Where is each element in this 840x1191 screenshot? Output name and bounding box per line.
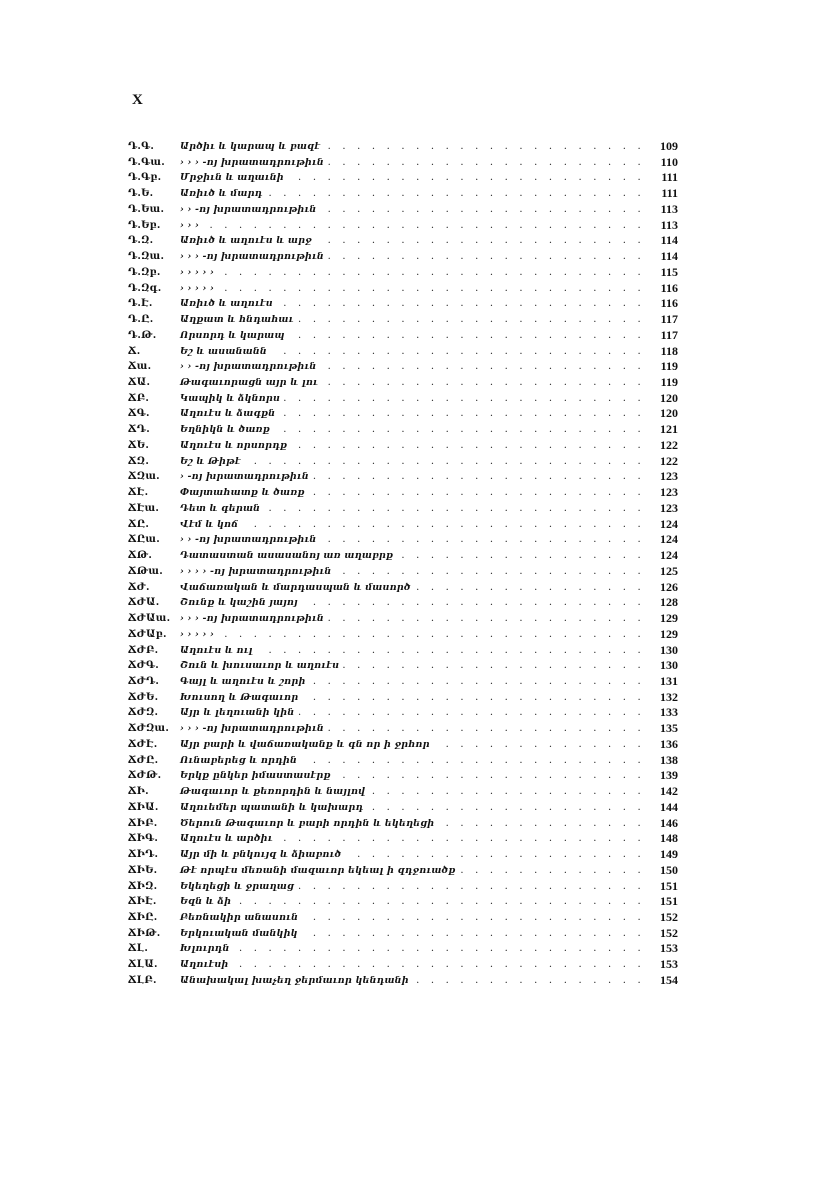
dot-leader [180, 281, 644, 297]
entry-page-number: 116 [658, 296, 678, 312]
toc-entry [128, 831, 678, 847]
entry-number: Ճա. [128, 361, 152, 373]
toc-entry [128, 611, 678, 627]
entry-title: Աղուեմեր պատանի և կախարդ [180, 800, 367, 816]
entry-page-number: 152 [657, 910, 678, 926]
entry-title: Այր մի և բնկույզ և ձիաբուծ [180, 847, 345, 863]
entry-number: ՃԺԱբ. [128, 628, 167, 640]
toc-entry [128, 926, 678, 942]
entry-page-number: 117 [658, 328, 678, 344]
entry-page-number: 115 [658, 265, 678, 281]
entry-title: Մրջիւն և աղաւնի [180, 170, 288, 186]
entry-page-number: 123 [657, 501, 678, 517]
entry-number: ՃԻԸ. [128, 911, 158, 923]
entry-title: › › -ոյ խրատադրութիւն [180, 202, 320, 218]
entry-title: Դետ և գերան [180, 501, 264, 517]
entry-number: Դ.Եբ. [128, 219, 161, 231]
entry-number: ՃԷ. [128, 487, 149, 499]
entry-number: ՃԻԱ. [128, 801, 159, 813]
entry-title: › › › › -ոյ խրատադրութիւն [180, 564, 335, 580]
toc-entry [128, 957, 678, 973]
entry-number: ՃԺ. [128, 581, 150, 593]
entry-title: Երկուական մանկիկ [180, 926, 302, 942]
entry-number: ՃԻԲ. [128, 817, 158, 829]
toc-entry [128, 517, 678, 533]
entry-page-number: 114 [658, 233, 678, 249]
entry-page-number: 120 [657, 391, 678, 407]
toc-entry [128, 469, 678, 485]
entry-title: Կապիկ և ձկնորս [180, 391, 284, 407]
entry-number: Դ.Զա. [128, 251, 165, 263]
toc-entry [128, 249, 678, 265]
entry-number: ՃԱ. [128, 377, 151, 389]
toc-entry [128, 800, 678, 816]
entry-title: Աղքատ և հնդահաւ [180, 312, 298, 328]
entry-number: Դ.Թ. [128, 329, 157, 341]
entry-title: Գայլ և աղուէս և շորի [180, 674, 310, 690]
toc-entry [128, 312, 678, 328]
entry-title: Ծերուն Թագաւոր և բարի որդին և եկեղեցի [180, 816, 438, 832]
toc-entry [128, 863, 678, 879]
entry-title: Վէմ և կոճ [180, 517, 242, 533]
entry-title: › › › -ոյ խրատադրութիւն [180, 721, 328, 737]
entry-page-number: 131 [657, 674, 678, 690]
entry-page-number: 119 [658, 359, 678, 375]
toc-entry [128, 233, 678, 249]
entry-number: Դ.Գ. [128, 141, 155, 152]
entry-page-number: 133 [657, 705, 678, 721]
toc-entry [128, 894, 678, 910]
entry-page-number: 113 [658, 202, 678, 218]
dot-leader [180, 957, 644, 973]
entry-title: Աղուէս և արծիւ [180, 831, 277, 847]
entry-page-number: 110 [658, 155, 678, 171]
entry-page-number: 149 [657, 847, 678, 863]
toc-entry [128, 281, 678, 297]
toc-entry [128, 627, 678, 643]
entry-title: Եղնիկն և ծառք [180, 422, 274, 438]
entry-title: › › › › › [180, 627, 218, 643]
toc-entry [128, 155, 678, 171]
entry-number: ՃԻԴ. [128, 849, 159, 861]
entry-title: Անախակալ խաչեղ ջերմաւոր կենդանի [180, 973, 413, 989]
entry-title: Թէ որպէս մեռանի մազաւոր եկեալ ի զդջուածք [180, 863, 460, 879]
entry-page-number: 113 [658, 218, 678, 234]
entry-title: Երկք ընկեր իմաստասէրք [180, 768, 335, 784]
entry-number: ՃԺԴ. [128, 675, 160, 687]
toc-entry [128, 768, 678, 784]
entry-page-number: 117 [658, 312, 678, 328]
dot-leader [180, 218, 644, 234]
entry-number: Դ.Ե. [128, 188, 154, 200]
entry-number: ՃԻԷ. [128, 896, 157, 908]
entry-page-number: 148 [657, 831, 678, 847]
entry-title: Այր բարի և վաճառականք և գն որ ի ջրհոր [180, 737, 434, 753]
entry-title: Ունաբերեց և որդին [180, 753, 301, 769]
entry-number: ՃԹա. [128, 565, 163, 577]
entry-number: ՃԺԷ. [128, 738, 158, 750]
entry-number: ՃԺԶ. [128, 707, 159, 719]
dot-leader [180, 894, 644, 910]
entry-number: ՃԻԵ. [128, 864, 158, 876]
toc-entry [128, 580, 678, 596]
entry-title: Աղուէս և ուլ [180, 643, 257, 659]
entry-number: ՃԺԸ. [128, 754, 159, 766]
entry-title: Առիւծ և աղուէս և արջ [180, 233, 316, 249]
entry-page-number: 122 [657, 438, 678, 454]
entry-page-number: 146 [657, 816, 678, 832]
entry-number: Դ.Է. [128, 298, 153, 310]
toc-entry [128, 328, 678, 344]
entry-page-number: 116 [658, 281, 678, 297]
entry-number: ՃԺԳ. [128, 660, 160, 672]
entry-title: › -ոյ խրատադրութիւն [180, 469, 313, 485]
toc-entry [128, 941, 678, 957]
toc-entry [128, 564, 678, 580]
toc-entry [128, 186, 678, 202]
toc-entry [128, 784, 678, 800]
toc-entry [128, 674, 678, 690]
entry-number: ՃԻԹ. [128, 927, 161, 939]
toc-entry [128, 202, 678, 218]
entry-page-number: 123 [657, 485, 678, 501]
dot-leader [180, 454, 644, 470]
toc-entry [128, 532, 678, 548]
entry-number: ՃԻԶ. [128, 880, 158, 892]
entry-number: ՃԸա. [128, 534, 161, 546]
entry-title: Եշ և Թիթէ [180, 454, 245, 470]
toc-entry [128, 170, 678, 186]
entry-number: ՃԼԲ. [128, 974, 157, 986]
toc-entry [128, 973, 678, 989]
entry-title: Եշ և ասանանն [180, 344, 271, 360]
entry-number: ՃԳ. [128, 408, 150, 420]
entry-page-number: 136 [657, 737, 678, 753]
entry-number: ՃԶ. [128, 455, 150, 467]
toc-entry [128, 265, 678, 281]
entry-page-number: 130 [657, 658, 678, 674]
entry-title: Դատաստան ասասանոյ առ աղաբրք [180, 548, 397, 564]
entry-title: › › › -ոյ խրատադրութիւն [180, 155, 328, 171]
toc-entry [128, 375, 678, 391]
entry-page-number: 154 [657, 973, 678, 989]
table-of-contents [128, 139, 678, 989]
entry-title: Շուն և խուսաւոր և աղուէս [180, 658, 343, 674]
entry-title: Վաճառական և մարդասպան և մասործ [180, 580, 415, 596]
entry-page-number: 121 [657, 422, 678, 438]
entry-title: › › -ոյ խրատադրութիւն [180, 359, 320, 375]
entry-page-number: 124 [657, 532, 678, 548]
entry-number: Դ.Զբ. [128, 266, 161, 278]
toc-entry [128, 705, 678, 721]
entry-page-number: 135 [657, 721, 678, 737]
entry-page-number: 122 [657, 454, 678, 470]
dot-leader [180, 517, 644, 533]
entry-number: ՃԺԱ. [128, 597, 160, 609]
entry-title: Աղուէս և ձագքն [180, 406, 279, 422]
toc-entry [128, 643, 678, 659]
entry-number: ՃԺԹ. [128, 770, 162, 782]
entry-page-number: 153 [657, 957, 678, 973]
entry-title: › › -ոյ խրատադրութիւն [180, 532, 320, 548]
entry-page-number: 125 [657, 564, 678, 580]
entry-page-number: 142 [657, 784, 678, 800]
entry-title: Խուսող և Թագաւոր [180, 690, 302, 706]
entry-title: Թագաւոր և քեռորդին և նայլով [180, 784, 369, 800]
entry-page-number: 124 [657, 548, 678, 564]
toc-entry [128, 879, 678, 895]
toc-entry [128, 438, 678, 454]
entry-page-number: 129 [657, 611, 678, 627]
toc-entry [128, 422, 678, 438]
toc-entry [128, 296, 678, 312]
entry-title: › › › -ոյ խրատադրութիւն [180, 611, 328, 627]
entry-page-number: 151 [657, 894, 678, 910]
entry-number: ՃԺԵ. [128, 691, 159, 703]
entry-title: Թագաւորացն այր և լու [180, 375, 322, 391]
toc-entry [128, 816, 678, 832]
toc-entry [128, 344, 678, 360]
toc-entry [128, 501, 678, 517]
entry-number: Դ.Զ. [128, 235, 154, 247]
entry-page-number: 120 [657, 406, 678, 422]
entry-number: ՃԵ. [128, 439, 150, 451]
entry-page-number: 152 [657, 926, 678, 942]
toc-entry [128, 139, 678, 155]
entry-number: ՃԻԳ. [128, 833, 159, 845]
dot-leader [180, 265, 644, 281]
entry-number: ՃԺԶա. [128, 723, 170, 735]
toc-entry [128, 721, 678, 737]
entry-number: ՃԹ. [128, 550, 153, 562]
toc-entry [128, 391, 678, 407]
entry-page-number: 129 [657, 627, 678, 643]
entry-title: Եկեղեցի և ջրաղաց [180, 879, 298, 895]
entry-title: › › › › › [180, 265, 218, 281]
entry-page-number: 123 [657, 469, 678, 485]
entry-title: Աղուէս և որսորդք [180, 438, 291, 454]
entry-page-number: 114 [658, 249, 678, 265]
entry-page-number: 118 [658, 344, 678, 360]
entry-title: Խլուրդն [180, 941, 234, 957]
entry-number: ՃԲ. [128, 392, 150, 404]
entry-number: ՃԻ. [128, 786, 149, 798]
toc-entry [128, 218, 678, 234]
entry-number: Դ.Եա. [128, 203, 165, 215]
entry-page-number: 111 [658, 186, 678, 202]
entry-title: Շունք և կաշին յայոյ [180, 595, 302, 611]
entry-number: ՃԴ. [128, 424, 150, 436]
entry-page-number: 151 [657, 879, 678, 895]
entry-number: ՃԺԱա. [128, 613, 171, 625]
entry-title: Որսորդ և կարապ [180, 328, 289, 344]
toc-entry [128, 485, 678, 501]
toc-entry [128, 847, 678, 863]
toc-entry [128, 737, 678, 753]
entry-number: ՃԼ. [128, 943, 149, 955]
entry-number: ՃԼԱ. [128, 959, 158, 971]
toc-entry [128, 359, 678, 375]
entry-page-number: 111 [658, 170, 678, 186]
entry-number: Ճ. [128, 345, 141, 357]
entry-page-number: 150 [657, 863, 678, 879]
entry-title: Առիւծ և մարդ [180, 186, 267, 202]
entry-number: ՃԶա. [128, 471, 160, 483]
entry-number: Դ.Ը. [128, 314, 154, 326]
entry-page-number: 128 [657, 595, 678, 611]
entry-title: Այր և լեղուանի կին [180, 705, 298, 721]
entry-title: Արծիւ և կարապ և բազէ [180, 139, 324, 155]
entry-page-number: 124 [657, 517, 678, 533]
entry-number: ՃԺԲ. [128, 644, 159, 656]
entry-title: › › › -ոյ խրատադրութիւն [180, 249, 328, 265]
entry-page-number: 153 [657, 941, 678, 957]
entry-title: Փայտահատք և ծառք [180, 485, 309, 501]
entry-title: Եզն և ձի [180, 894, 235, 910]
entry-number: ՃԷա. [128, 502, 160, 514]
toc-entry [128, 595, 678, 611]
entry-page-number: 119 [658, 375, 678, 391]
entry-page-number: 132 [657, 690, 678, 706]
toc-entry [128, 548, 678, 564]
toc-entry [128, 454, 678, 470]
entry-title: Առիւծ և աղուէս [180, 296, 277, 312]
entry-page-number: 139 [657, 768, 678, 784]
entry-page-number: 144 [657, 800, 678, 816]
entry-page-number: 126 [657, 580, 678, 596]
entry-page-number: 109 [657, 139, 678, 155]
entry-number: Դ.Գբ. [128, 172, 162, 184]
toc-entry [128, 910, 678, 926]
entry-title: › › › › › [180, 281, 218, 297]
entry-page-number: 130 [657, 643, 678, 659]
entry-number: Դ.Գա. [128, 156, 166, 168]
entry-number: ՃԸ. [128, 518, 150, 530]
entry-title: Բեռնակիր անասուն [180, 910, 302, 926]
entry-page-number: 138 [657, 753, 678, 769]
toc-entry [128, 406, 678, 422]
entry-title: › › › [180, 218, 203, 234]
dot-leader [180, 627, 644, 643]
toc-entry [128, 690, 678, 706]
entry-title: Աղուէսի [180, 957, 233, 973]
dot-leader [180, 941, 644, 957]
entry-number: Դ.Զգ. [128, 282, 162, 294]
toc-entry [128, 658, 678, 674]
toc-entry [128, 753, 678, 769]
page-marker: X [132, 92, 143, 108]
